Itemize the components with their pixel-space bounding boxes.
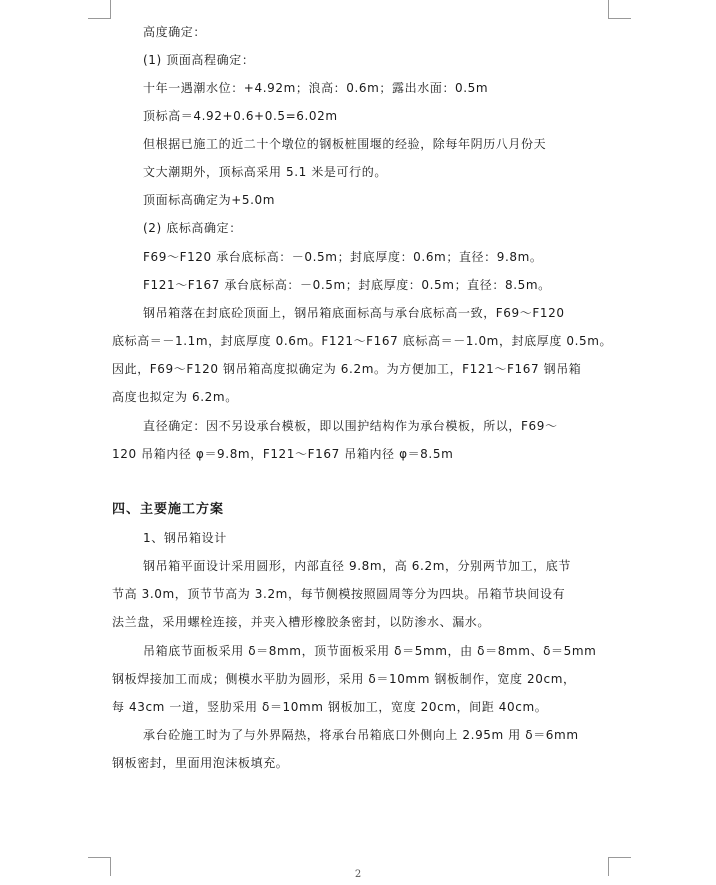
corner-mark-top-right [608,0,631,19]
text-line: F69～F120 承台底标高：－0.5m；封底厚度：0.6m；直径：9.8m。 [143,250,543,264]
text-line: 承台砼施工时为了与外界隔热，将承台吊箱底口外侧向上 2.95m 用 δ＝6mm [143,728,579,742]
text-line: 钢板密封，里面用泡沫板填充。 [112,756,289,770]
text-line: (2) 底标高确定： [143,221,242,235]
text-line: 吊箱底节面板采用 δ＝8mm，顶节面板采用 δ＝5mm，由 δ＝8mm、δ＝5mm [143,644,597,658]
text-line: 顶面标高确定为+5.0m [143,193,276,207]
text-line: 钢吊箱落在封底砼顶面上，钢吊箱底面标高与承台底标高一致，F69～F120 [143,306,565,320]
text-line: 但根据已施工的近二十个墩位的钢板桩围堰的经验，除每年阴历八月份天 [143,137,547,151]
text-line: 直径确定：因不另设承台模板，即以围护结构作为承台模板，所以，F69～ [143,419,558,433]
page-number: 2 [354,869,362,880]
text-line: 钢吊箱平面设计采用圆形，内部直径 9.8m，高 6.2m，分别两节加工，底节 [143,559,571,573]
section-heading: 四、主要施工方案 [112,502,225,517]
text-line: 120 吊箱内径 φ＝9.8m，F121～F167 吊箱内径 φ＝8.5m [112,447,454,461]
text-line: F121～F167 承台底标高：－0.5m；封底厚度：0.5m；直径：8.5m。 [143,278,551,292]
text-line: 节高 3.0m，顶节节高为 3.2m，每节侧模按照圆周等分为四块。吊箱节块间设有 [112,587,566,601]
text-line: 高度确定： [143,25,207,39]
text-line: (1) 顶面高程确定： [143,53,255,67]
text-line: 十年一遇潮水位：+4.92m；浪高：0.6m；露出水面：0.5m [143,81,489,95]
text-line: 法兰盘，采用螺栓连接，并夹入槽形橡胶条密封，以防渗水、漏水。 [112,615,491,629]
text-line: 文大潮期外，顶标高采用 5.1 米是可行的。 [143,165,387,179]
text-line: 因此，F69～F120 钢吊箱高度拟确定为 6.2m。为方便加工，F121～F167 钢吊箱 [112,362,582,376]
text-line: 每 43cm 一道，竖肋采用 δ＝10mm 钢板加工，宽度 20cm，间距 40cm。 [112,700,548,714]
text-line: 高度也拟定为 6.2m。 [112,390,238,404]
text-line: 钢板焊接加工而成；侧模水平肋为圆形，采用 δ＝10mm 钢板制作，宽度 20cm， [112,672,576,686]
text-line: 底标高＝－1.1m，封底厚度 0.6m。F121～F167 底标高＝－1.0m，封底厚度 0.5m。 [112,334,613,348]
corner-mark-top-left [88,0,111,19]
subsection-heading: 1、钢吊箱设计 [143,531,227,545]
text-line: 顶标高＝4.92+0.6+0.5=6.02m [143,109,338,123]
